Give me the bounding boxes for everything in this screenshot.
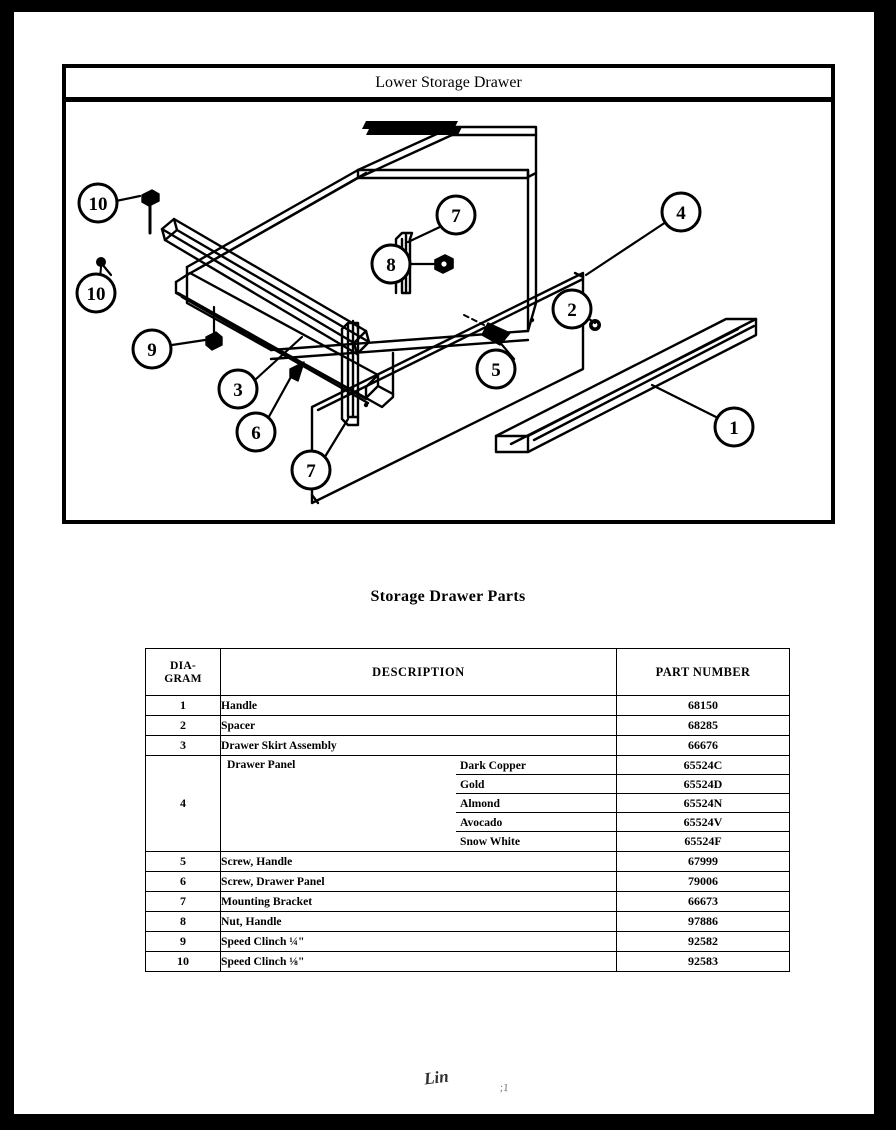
cell-description: Spacer bbox=[221, 716, 617, 736]
finish-name: Snow White bbox=[460, 835, 521, 848]
svg-text:6: 6 bbox=[251, 423, 261, 444]
column-header-part-number: PART NUMBER bbox=[617, 649, 790, 696]
finish-name: Dark Copper bbox=[456, 756, 616, 775]
table-row bbox=[146, 912, 790, 932]
table-header-row bbox=[146, 649, 790, 696]
table-row bbox=[146, 952, 790, 972]
parts-table-container bbox=[145, 648, 790, 972]
table-row bbox=[146, 852, 790, 872]
svg-text:5: 5 bbox=[491, 360, 501, 381]
cell-part-number: 92582 bbox=[617, 932, 790, 952]
cell-part-number: 68150 bbox=[617, 696, 790, 716]
cell-description-drawer-panel bbox=[221, 756, 617, 852]
cell-diagram: 2 bbox=[146, 716, 221, 736]
handwritten-mark-secondary: ;1 bbox=[499, 1081, 509, 1095]
diagram-header-line2: GRAM bbox=[164, 672, 202, 685]
svg-text:10: 10 bbox=[88, 194, 108, 215]
cell-part-number: 79006 bbox=[617, 872, 790, 892]
cell-diagram: 5 bbox=[146, 852, 221, 872]
svg-text:7: 7 bbox=[306, 461, 316, 482]
table-row bbox=[146, 716, 790, 736]
illustration-title-bar bbox=[66, 68, 831, 102]
cell-diagram: 9 bbox=[146, 932, 221, 952]
finish-part-number: 65524F bbox=[684, 834, 722, 848]
table-row bbox=[146, 736, 790, 756]
column-header-description: DESCRIPTION bbox=[221, 649, 617, 696]
cell-description: Speed Clinch ¼" bbox=[221, 932, 617, 952]
cell-part-number: 66676 bbox=[617, 736, 790, 756]
finish-part-number: 65524N bbox=[617, 794, 789, 813]
handwritten-mark: Lin bbox=[422, 1066, 450, 1089]
illustration-title: Lower Storage Drawer bbox=[375, 73, 522, 91]
table-row bbox=[146, 932, 790, 952]
cell-diagram: 10 bbox=[146, 952, 221, 972]
svg-text:1: 1 bbox=[729, 418, 739, 439]
table-body bbox=[146, 696, 790, 972]
table-row bbox=[146, 872, 790, 892]
svg-text:4: 4 bbox=[676, 203, 686, 224]
cell-diagram: 3 bbox=[146, 736, 221, 756]
svg-text:8: 8 bbox=[386, 255, 396, 276]
finish-name: Avocado bbox=[456, 813, 616, 832]
cell-diagram: 8 bbox=[146, 912, 221, 932]
cell-part-number: 67999 bbox=[617, 852, 790, 872]
svg-text:3: 3 bbox=[233, 380, 243, 401]
finish-name-list bbox=[456, 756, 616, 851]
storage-drawer-parts-table bbox=[145, 648, 790, 972]
drawer-exploded-diagram bbox=[66, 107, 831, 520]
cell-part-number: 97886 bbox=[617, 912, 790, 932]
table-row-drawer-panel-group bbox=[146, 756, 790, 852]
cell-description: Drawer Skirt Assembly bbox=[221, 736, 617, 756]
column-header-diagram bbox=[146, 649, 221, 696]
drawer-panel-label: Drawer Panel bbox=[227, 758, 296, 771]
finish-name: Almond bbox=[456, 794, 616, 813]
cell-diagram: 4 bbox=[146, 756, 221, 852]
illustration-frame bbox=[62, 64, 835, 524]
finish-part-number: 65524D bbox=[617, 775, 789, 794]
finish-part-number: 65524V bbox=[617, 813, 789, 832]
cell-description: Nut, Handle bbox=[221, 912, 617, 932]
cell-diagram: 7 bbox=[146, 892, 221, 912]
cell-part-number-drawer-panel bbox=[617, 756, 790, 852]
svg-text:2: 2 bbox=[567, 300, 577, 321]
cell-part-number: 92583 bbox=[617, 952, 790, 972]
cell-description: Screw, Handle bbox=[221, 852, 617, 872]
parts-table-heading: Storage Drawer Parts bbox=[370, 588, 526, 605]
cell-diagram: 1 bbox=[146, 696, 221, 716]
cell-description: Handle bbox=[221, 696, 617, 716]
diagram-header-line1: DIA- bbox=[170, 659, 196, 673]
cell-description: Screw, Drawer Panel bbox=[221, 872, 617, 892]
cell-part-number: 66673 bbox=[617, 892, 790, 912]
svg-text:9: 9 bbox=[147, 340, 157, 361]
cell-description: Speed Clinch ⅛" bbox=[221, 952, 617, 972]
svg-text:7: 7 bbox=[451, 206, 461, 227]
cell-part-number: 68285 bbox=[617, 716, 790, 736]
cell-diagram: 6 bbox=[146, 872, 221, 892]
finish-name: Gold bbox=[456, 775, 616, 794]
cell-description: Mounting Bracket bbox=[221, 892, 617, 912]
table-row bbox=[146, 696, 790, 716]
table-row bbox=[146, 892, 790, 912]
svg-text:10: 10 bbox=[86, 284, 106, 305]
finish-part-number: 65524C bbox=[617, 756, 789, 775]
